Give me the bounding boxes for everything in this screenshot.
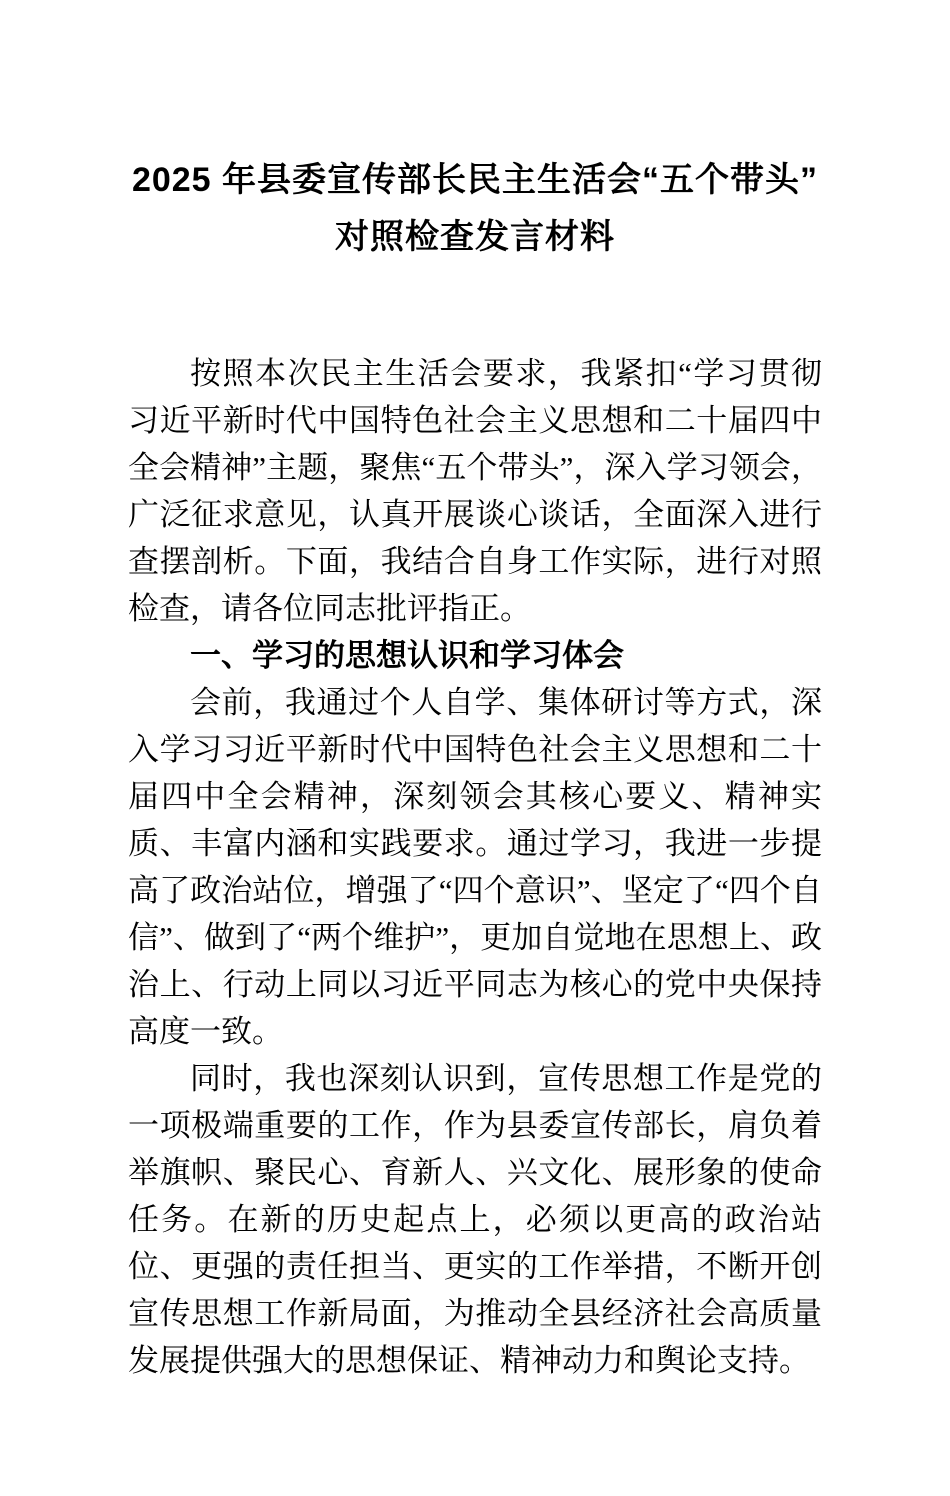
section-1-paragraph-1: 会前，我通过个人自学、集体研讨等方式，深入学习习近平新时代中国特色社会主义思想和二十届四中全会精神，深刻领会其核心要义、精神实质、丰富内涵和实践要求。通过学习，我进一步提高了政治站位，增强了“四个意识”、坚定了“四个自信”、做到了“两个维护”，更加自觉地在思想上、政治上、行动上同以习近平同志为核心的党中央保持高度一致。 [128, 685, 822, 1049]
document-page [0, 152, 950, 1496]
intro-paragraph: 按照本次民主生活会要求，我紧扣“学习贯彻习近平新时代中国特色社会主义思想和二十届四中全会精神”主题，聚焦“五个带头”，深入学习领会，广泛征求意见，认真开展谈心谈话，全面深入进行查摆剖析。下面，我结合自身工作实际，进行对照检查，请各位同志批评指正。 [128, 356, 822, 626]
document-body [128, 350, 822, 1384]
section-heading-1: 一、学习的思想认识和学习体会 [190, 638, 624, 673]
document-title: 2025 年县委宣传部长民主生活会“五个带头”对照检查发言材料 [131, 161, 819, 256]
section-1-paragraph-2: 同时，我也深刻认识到，宣传思想工作是党的一项极端重要的工作，作为县委宣传部长，肩负着举旗帜、聚民心、育新人、兴文化、展形象的使命任务。在新的历史起点上，必须以更高的政治站位、更强的责任担当、更实的工作举措，不断开创宣传思想工作新局面，为推动全县经济社会高质量发展提供强大的思想保证、精神动力和舆论支持。 [128, 1061, 822, 1378]
